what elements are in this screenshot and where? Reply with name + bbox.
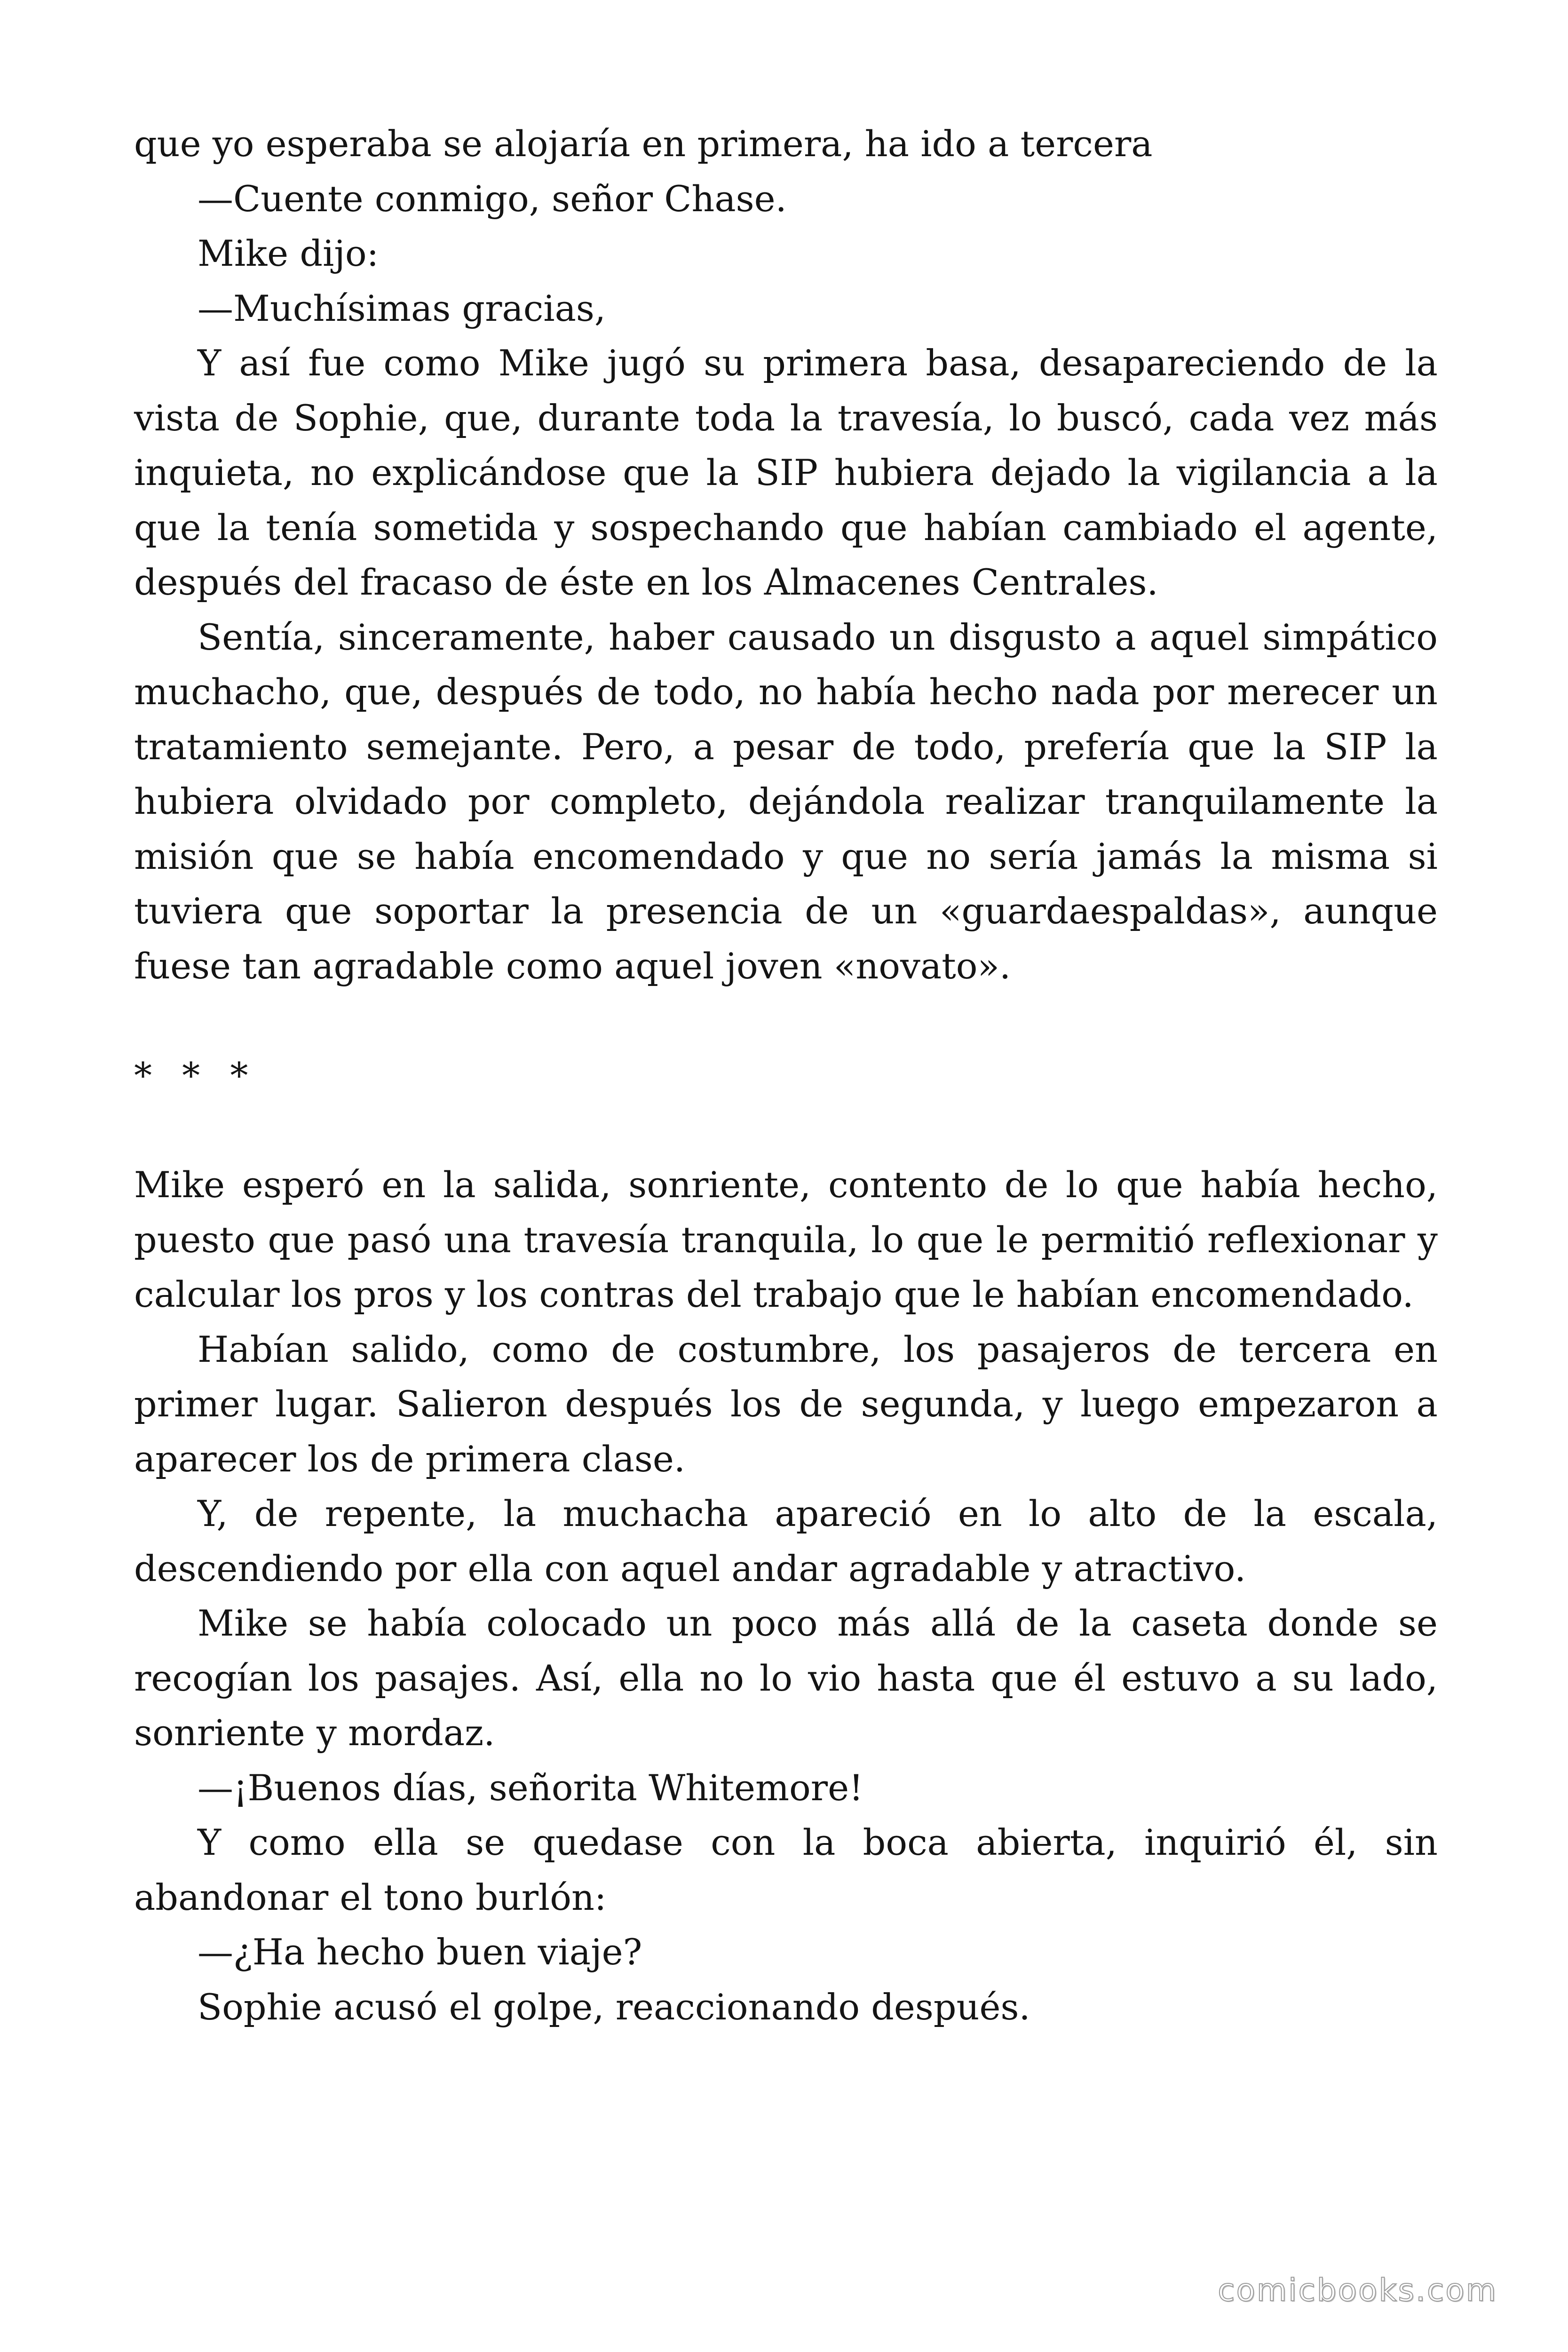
paragraph: que yo esperaba se alojaría en primera, ha ido a tercera [134, 123, 1153, 165]
paragraph: —¿Ha hecho buen viaje? [198, 1931, 642, 1973]
watermark: comicbooks.com [1218, 2272, 1497, 2308]
paragraph: Y, de repente, la muchacha apareció en lo alto de la escala, descendiendo por ella con aquel andar agradable y atractivo. [134, 1493, 1438, 1589]
scene-break: * * * [134, 1055, 258, 1097]
paragraph: Mike dijo: [198, 232, 379, 274]
paragraph: Y así fue como Mike jugó su primera basa, desapareciendo de la vista de Sophie, que, durante toda la travesía, lo buscó, cada vez más inquieta, no explicándose que la SIP hubiera dejado la vigilancia a la que la tenía sometida y sospechando que habían cambiado el agente, después del fracaso de éste en los Almacenes Centrales. [134, 342, 1438, 603]
paragraph: Sentía, sinceramente, haber causado un disgusto a aquel simpático muchacho, que, después de todo, no había hecho nada por merecer un tratamiento semejante. Pero, a pesar de todo, prefería que la SIP la hubiera olvidado por completo, dejándola realizar tranquilamente la misión que se había encomendado y que no sería jamás la misma si tuviera que soportar la presencia de un «guardaespaldas», aunque fuese tan agradable como aquel joven «novato». [134, 616, 1438, 987]
body-text [134, 117, 1438, 2034]
paragraph: —Cuente conmigo, señor Chase. [198, 177, 787, 220]
paragraph: —Muchísimas gracias, [198, 287, 606, 329]
paragraph: —¡Buenos días, señorita Whitemore! [198, 1766, 863, 1809]
paragraph: Mike esperó en la salida, sonriente, contento de lo que había hecho, puesto que pasó una travesía tranquila, lo que le permitió reflexionar y calcular los pros y los contras del trabajo que le habían encomendado. [134, 1164, 1438, 1315]
paragraph: Y como ella se quedase con la boca abierta, inquirió él, sin abandonar el tono burlón: [134, 1821, 1438, 1918]
paragraph: Habían salido, como de costumbre, los pasajeros de tercera en primer lugar. Salieron después los de segunda, y luego empezaron a aparecer los de primera clase. [134, 1328, 1438, 1480]
paragraph: Mike se había colocado un poco más allá de la caseta donde se recogían los pasajes. Así, ella no lo vio hasta que él estuvo a su lado, sonriente y mordaz. [134, 1602, 1438, 1754]
paragraph: Sophie acusó el golpe, reaccionando después. [198, 1986, 1030, 2028]
